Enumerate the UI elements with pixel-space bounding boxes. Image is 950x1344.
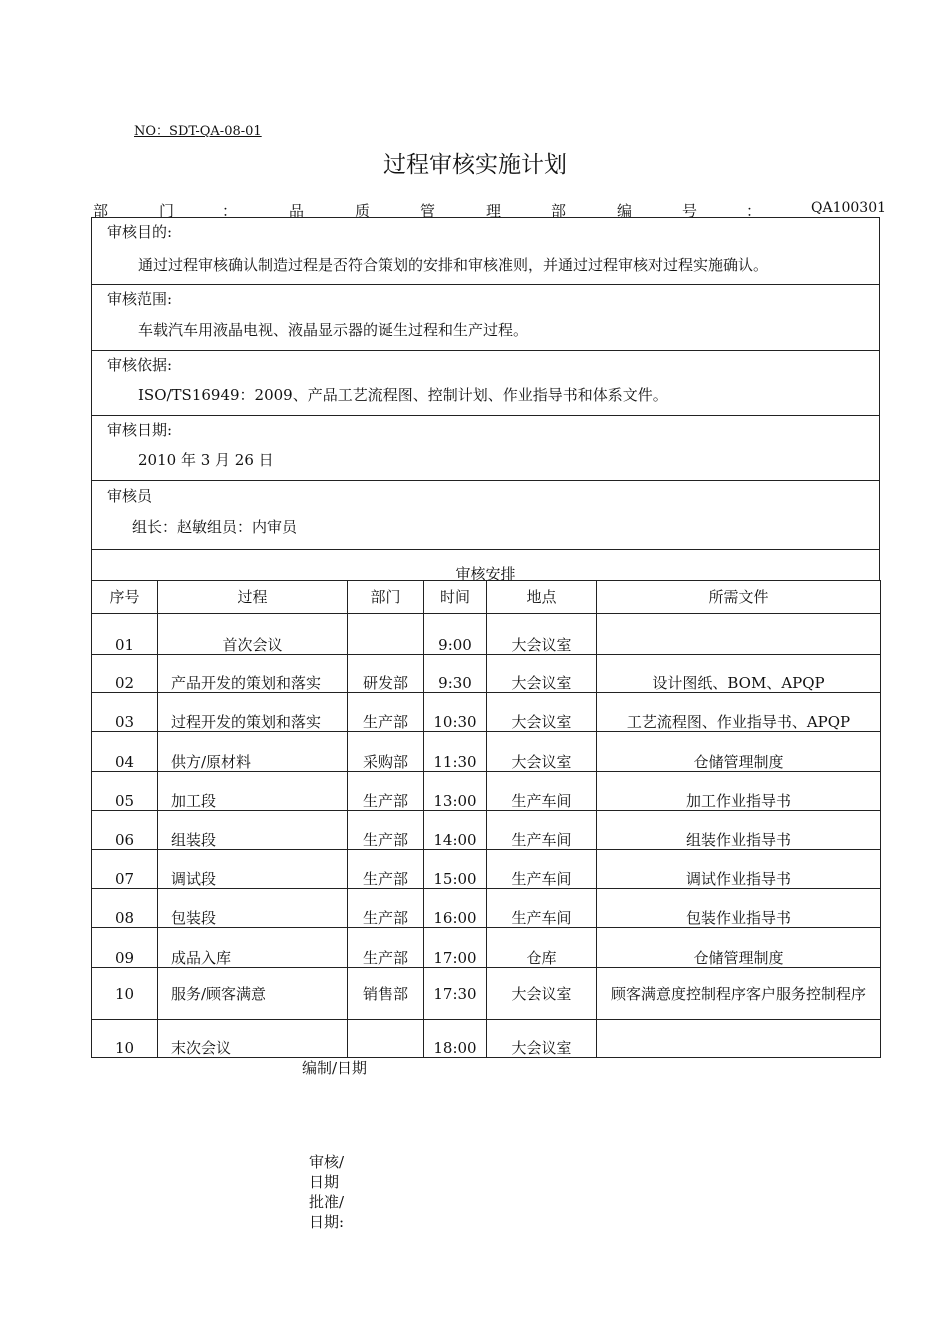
cell-process: 加工段 — [158, 772, 348, 811]
cell-documents — [597, 614, 881, 655]
table-row — [92, 614, 881, 655]
cell-time: 10:30 — [424, 693, 487, 732]
cell-location: 生产车间 — [487, 772, 597, 811]
section-basis — [91, 350, 880, 416]
table-row — [92, 772, 881, 811]
cell-no: 07 — [92, 850, 158, 889]
section-body: 2010 年 3 月 26 日 — [138, 451, 274, 469]
table-row — [92, 850, 881, 889]
cell-dept: 生产部 — [348, 772, 424, 811]
cell-process: 产品开发的策划和落实 — [158, 655, 348, 693]
section-label: 审核依据: — [107, 356, 173, 374]
dept-colon: ： — [222, 202, 238, 220]
dept-value-char: 质 — [355, 202, 371, 220]
cell-location: 生产车间 — [487, 850, 597, 889]
cell-documents — [597, 1020, 881, 1058]
cell-documents: 调试作业指导书 — [597, 850, 881, 889]
column-header: 时间 — [424, 581, 487, 614]
cell-no: 06 — [92, 811, 158, 850]
cell-location: 生产车间 — [487, 811, 597, 850]
cell-no: 03 — [92, 693, 158, 732]
section-body: 组长：赵敏组员：内审员 — [132, 518, 298, 536]
column-header: 过程 — [158, 581, 348, 614]
cell-location: 生产车间 — [487, 889, 597, 928]
cell-location: 大会议室 — [487, 614, 597, 655]
cell-time: 16:00 — [424, 889, 487, 928]
section-body: ISO/TS16949：2009、产品工艺流程图、控制计划、作业指导书和体系文件。 — [138, 386, 668, 404]
section-label: 审核日期: — [107, 421, 173, 439]
reviewed-date-label: 日期 — [309, 1173, 340, 1191]
section-purpose — [91, 217, 880, 285]
cell-time: 17:30 — [424, 968, 487, 1020]
cell-dept — [348, 614, 424, 655]
section-body: 通过过程审核确认制造过程是否符合策划的安排和审核准则，并通过过程审核对过程实施确认。 — [138, 256, 769, 274]
cell-process: 首次会议 — [158, 614, 348, 655]
cell-location: 大会议室 — [487, 693, 597, 732]
cell-process: 包装段 — [158, 889, 348, 928]
cell-documents: 包装作业指导书 — [597, 889, 881, 928]
code-value: QA100301 — [811, 200, 887, 216]
cell-no: 01 — [92, 614, 158, 655]
cell-documents: 组装作业指导书 — [597, 811, 881, 850]
schedule-table — [91, 580, 881, 1058]
section-label: 审核范围: — [107, 290, 173, 308]
cell-documents: 仓储管理制度 — [597, 928, 881, 968]
cell-time: 17:00 — [424, 928, 487, 968]
cell-dept: 生产部 — [348, 693, 424, 732]
table-row — [92, 732, 881, 772]
dept-value-char: 部 — [551, 202, 567, 220]
cell-time: 14:00 — [424, 811, 487, 850]
cell-dept: 生产部 — [348, 928, 424, 968]
compiled-by-label: 编制/日期 — [302, 1059, 368, 1077]
table-row — [92, 889, 881, 928]
cell-time: 11:30 — [424, 732, 487, 772]
table-row — [92, 1020, 881, 1058]
cell-dept: 生产部 — [348, 811, 424, 850]
code-colon: ： — [746, 202, 762, 220]
cell-time: 9:30 — [424, 655, 487, 693]
cell-no: 10 — [92, 968, 158, 1020]
table-header-row — [92, 581, 881, 614]
cell-no: 05 — [92, 772, 158, 811]
cell-dept: 采购部 — [348, 732, 424, 772]
cell-documents: 工艺流程图、作业指导书、APQP — [597, 693, 881, 732]
dept-value-char: 理 — [486, 202, 502, 220]
cell-location: 大会议室 — [487, 655, 597, 693]
table-row — [92, 968, 881, 1020]
section-date — [91, 415, 880, 481]
cell-time: 15:00 — [424, 850, 487, 889]
cell-documents: 设计图纸、BOM、APQP — [597, 655, 881, 693]
cell-documents: 加工作业指导书 — [597, 772, 881, 811]
cell-no: 08 — [92, 889, 158, 928]
column-header: 地点 — [487, 581, 597, 614]
cell-no: 10 — [92, 1020, 158, 1058]
table-row — [92, 655, 881, 693]
reviewed-by-label: 审核/ — [309, 1153, 345, 1171]
cell-location: 仓库 — [487, 928, 597, 968]
cell-process: 成品入库 — [158, 928, 348, 968]
cell-process: 组装段 — [158, 811, 348, 850]
document-number: NO：SDT-QA-08-01 — [134, 124, 262, 139]
section-auditors — [91, 480, 880, 550]
code-label-char: 编 — [617, 202, 633, 220]
cell-no: 02 — [92, 655, 158, 693]
cell-location: 大会议室 — [487, 1020, 597, 1058]
section-label: 审核目的: — [107, 223, 173, 241]
column-header: 所需文件 — [597, 581, 881, 614]
cell-process: 过程开发的策划和落实 — [158, 693, 348, 732]
section-label: 审核员 — [107, 487, 153, 505]
cell-dept: 生产部 — [348, 889, 424, 928]
cell-documents: 仓储管理制度 — [597, 732, 881, 772]
cell-dept: 生产部 — [348, 850, 424, 889]
schedule-caption: 审核安排 — [455, 565, 516, 583]
column-header: 序号 — [92, 581, 158, 614]
approved-date-label: 日期: — [309, 1213, 345, 1231]
cell-process: 末次会议 — [158, 1020, 348, 1058]
cell-dept: 销售部 — [348, 968, 424, 1020]
section-body: 车载汽车用液晶电视、液晶显示器的诞生过程和生产过程。 — [138, 321, 529, 339]
cell-process: 供方/原材料 — [158, 732, 348, 772]
cell-dept: 研发部 — [348, 655, 424, 693]
page-title: 过程审核实施计划 — [383, 152, 567, 178]
table-row — [92, 928, 881, 968]
cell-no: 04 — [92, 732, 158, 772]
cell-no: 09 — [92, 928, 158, 968]
code-label-char: 号 — [682, 202, 698, 220]
table-row — [92, 693, 881, 732]
cell-dept — [348, 1020, 424, 1058]
dept-value-char: 品 — [289, 202, 305, 220]
cell-process: 服务/顾客满意 — [158, 968, 348, 1020]
approved-by-label: 批准/ — [309, 1193, 345, 1211]
dept-value-char: 管 — [420, 202, 436, 220]
section-scope — [91, 284, 880, 351]
cell-location: 大会议室 — [487, 732, 597, 772]
cell-documents: 顾客满意度控制程序客户服务控制程序 — [597, 968, 881, 1020]
schedule-caption-row — [91, 549, 880, 581]
cell-time: 9:00 — [424, 614, 487, 655]
column-header: 部门 — [348, 581, 424, 614]
cell-location: 大会议室 — [487, 968, 597, 1020]
cell-process: 调试段 — [158, 850, 348, 889]
cell-time: 18:00 — [424, 1020, 487, 1058]
dept-label-char: 部 — [93, 202, 109, 220]
table-row — [92, 811, 881, 850]
cell-time: 13:00 — [424, 772, 487, 811]
dept-label-char: 门 — [159, 202, 175, 220]
